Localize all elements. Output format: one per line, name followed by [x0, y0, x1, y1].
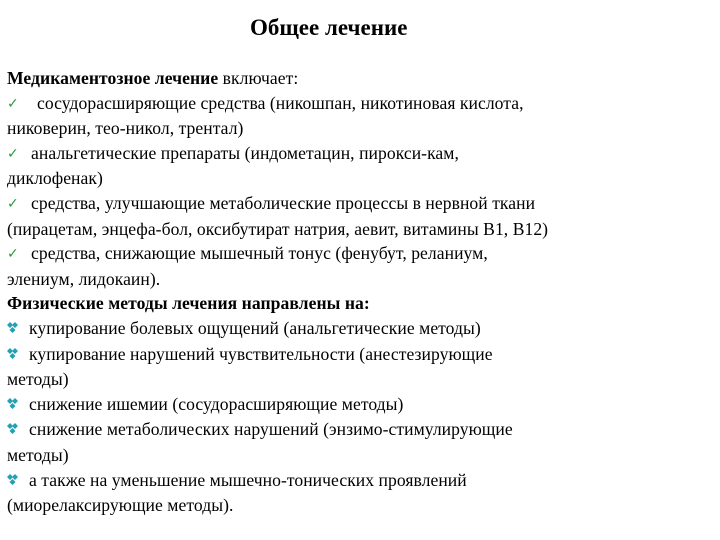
medication-item-continuation: (пирацетам, энцефа-бол, оксибутират натрия, аевит, витамины В1, В12)	[7, 218, 549, 239]
diamond-bullet-icon	[7, 317, 29, 342]
physical-item	[7, 342, 715, 368]
medication-heading: Медикаментозное лечение	[7, 68, 219, 88]
physical-item-text: снижение метаболических нарушений (энзимо-стимулирующие	[29, 419, 513, 440]
physical-item	[7, 417, 715, 443]
medication-item-continuation: диклофенак)	[7, 168, 103, 189]
medication-item-continuation: никоверин, тео-никол, трентал)	[7, 118, 244, 139]
physical-item-continuation: методы)	[7, 444, 69, 465]
medication-item-text: анальгетические препараты (индометацин, пирокси-кам,	[31, 142, 459, 163]
slide-title	[0, 14, 720, 42]
slide-title-text: Общее лечение	[250, 15, 408, 40]
physical-item-text: купирование болевых ощущений (анальгетические методы)	[29, 317, 481, 338]
medication-item	[7, 241, 715, 267]
medication-item	[7, 141, 715, 167]
medication-heading-rest: включает:	[218, 68, 299, 88]
physical-item-text: снижение ишемии (сосудорасширяющие методы)	[29, 393, 404, 414]
diamond-bullet-icon	[7, 393, 29, 418]
physical-heading: Физические методы лечения направлены на:	[7, 293, 370, 314]
slide-content	[7, 66, 715, 518]
medication-item-text: средства, снижающие мышечный тонус (фенубут, реланиум,	[31, 243, 488, 264]
physical-item	[7, 316, 715, 342]
physical-item-continuation: методы)	[7, 369, 69, 390]
physical-item-text: а также на уменьшение мышечно-тонических проявлений	[29, 469, 467, 490]
medication-item	[7, 91, 715, 117]
medication-item-text: средства, улучшающие метаболические процессы в нервной ткани	[31, 192, 536, 213]
medication-heading-line	[7, 66, 715, 91]
physical-item-continuation: (миорелаксирующие методы).	[7, 495, 234, 516]
checkmark-icon: ✓	[7, 195, 19, 212]
medication-item	[7, 191, 715, 217]
physical-item	[7, 392, 715, 418]
diamond-bullet-icon	[7, 469, 29, 494]
physical-item-text: купирование нарушений чувствительности (анестезирующие	[29, 343, 493, 364]
checkmark-icon: ✓	[7, 145, 19, 162]
diamond-bullet-icon	[7, 418, 29, 443]
medication-item-continuation: элениум, лидокаин).	[7, 268, 161, 289]
checkmark-icon: ✓	[7, 246, 19, 263]
diamond-bullet-icon	[7, 343, 29, 368]
medication-item-text: сосудорасширяющие средства (никошпан, никотиновая кислота,	[37, 92, 524, 113]
physical-item	[7, 468, 715, 494]
checkmark-icon: ✓	[7, 95, 19, 112]
